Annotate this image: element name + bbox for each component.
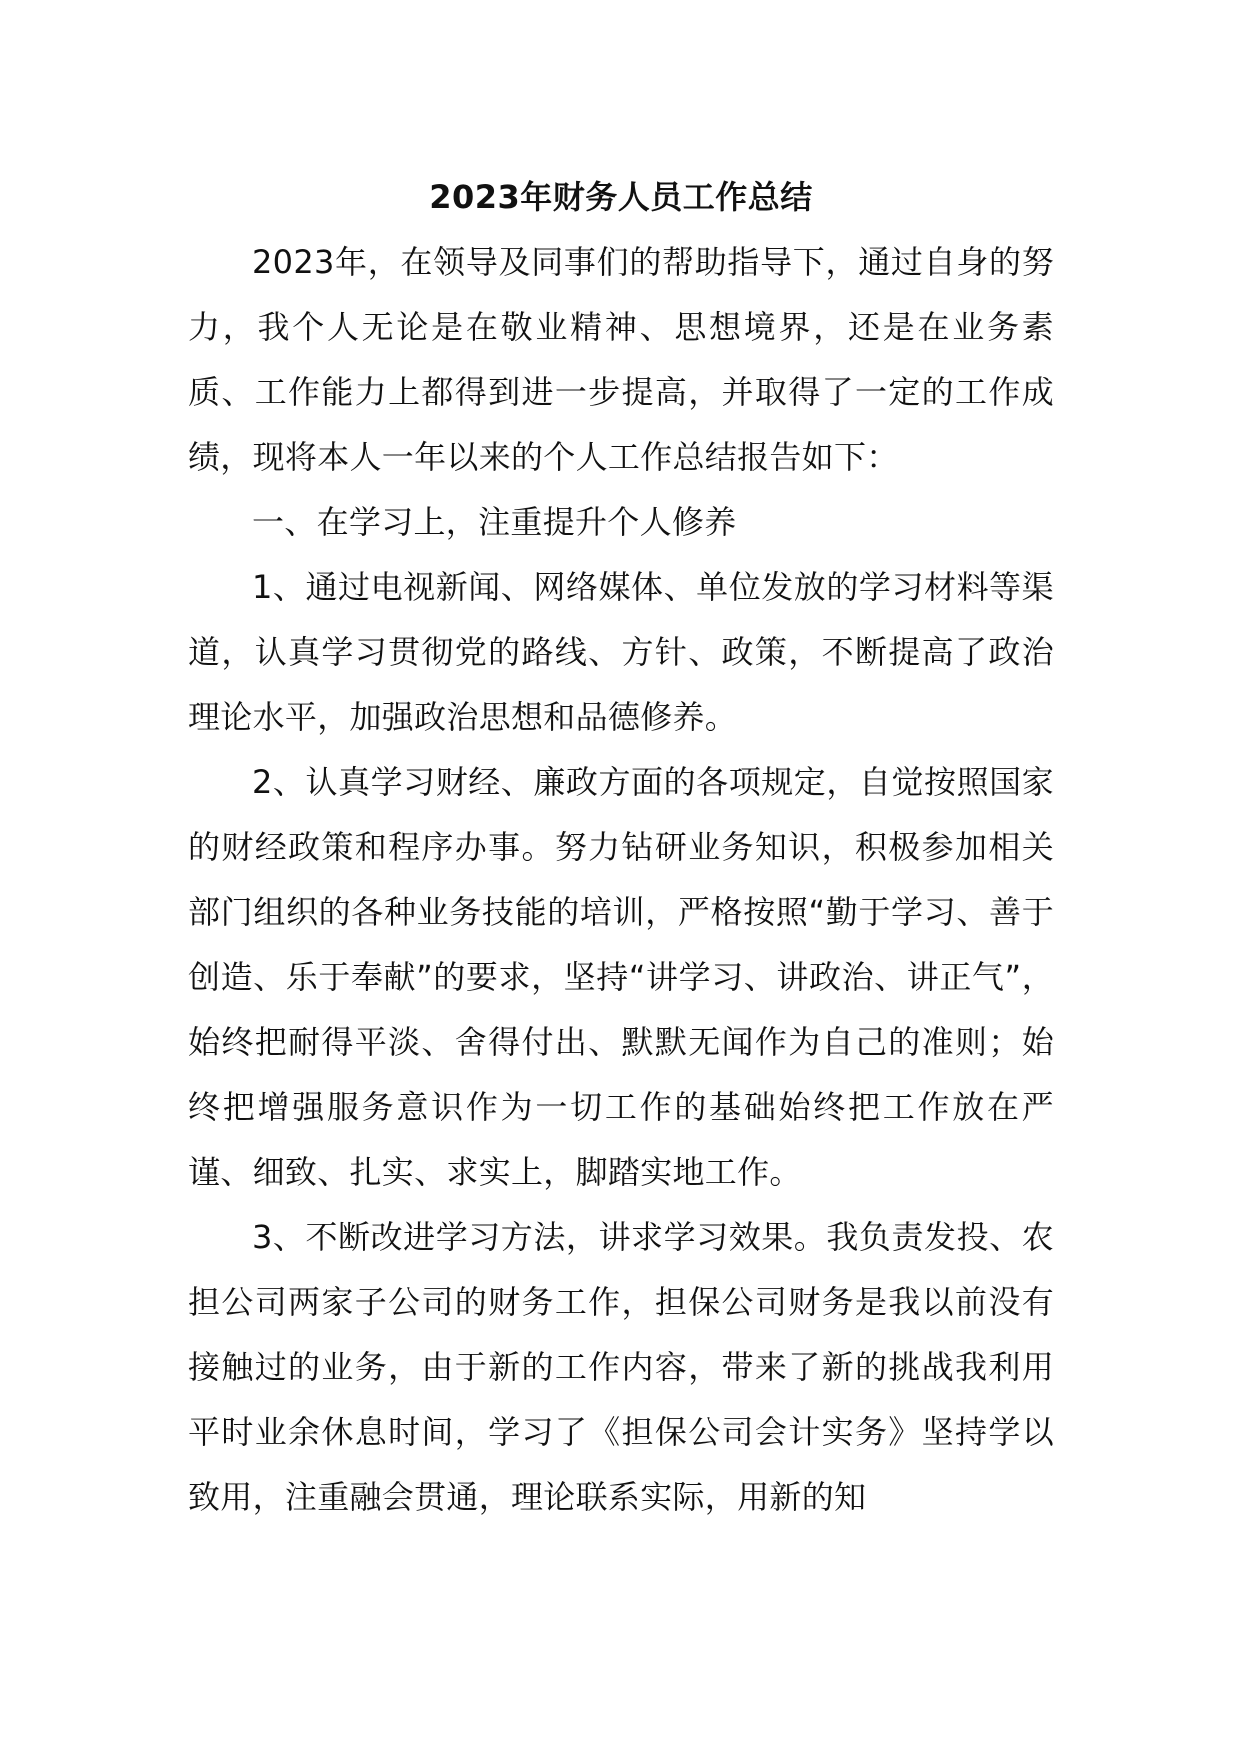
paragraph-item-2: 2、认真学习财经、廉政方面的各项规定，自觉按照国家的财经政策和程序办事。努力钻研业务知识，积极参加相关部门组织的各种业务技能的培训，严格按照“勤于学习、善于创造、乐于奉献”的要求，坚持“讲学习、讲政治、讲正气”，始终把耐得平淡、舍得付出、默默无闻作为自己的准则；始终把增强服务意识作为一切工作的基础始终把工作放在严谨、细致、扎实、求实上，脚踏实地工作。 xyxy=(188,763,1054,1191)
paragraph-item-3: 3、不断改进学习方法，讲求学习效果。我负责发投、农担公司两家子公司的财务工作，担保公司财务是我以前没有接触过的业务，由于新的工作内容，带来了新的挑战我利用平时业余休息时间，学习了《担保公司会计实务》坚持学以致用，注重融会贯通，理论联系实际，用新的知 xyxy=(188,1218,1054,1516)
paragraph-intro: 2023年，在领导及同事们的帮助指导下，通过自身的努力，我个人无论是在敬业精神、思想境界，还是在业务素质、工作能力上都得到进一步提高，并取得了一定的工作成绩，现将本人一年以来的个人工作总结报告如下： xyxy=(188,243,1054,476)
paragraph-item-1: 1、通过电视新闻、网络媒体、单位发放的学习材料等渠道，认真学习贯彻党的路线、方针、政策，不断提高了政治理论水平，加强政治思想和品德修养。 xyxy=(188,568,1054,736)
section-heading-study: 一、在学习上，注重提升个人修养 xyxy=(252,503,737,541)
document-page xyxy=(188,170,1054,1530)
document-title: 2023年财务人员工作总结 xyxy=(429,178,813,216)
